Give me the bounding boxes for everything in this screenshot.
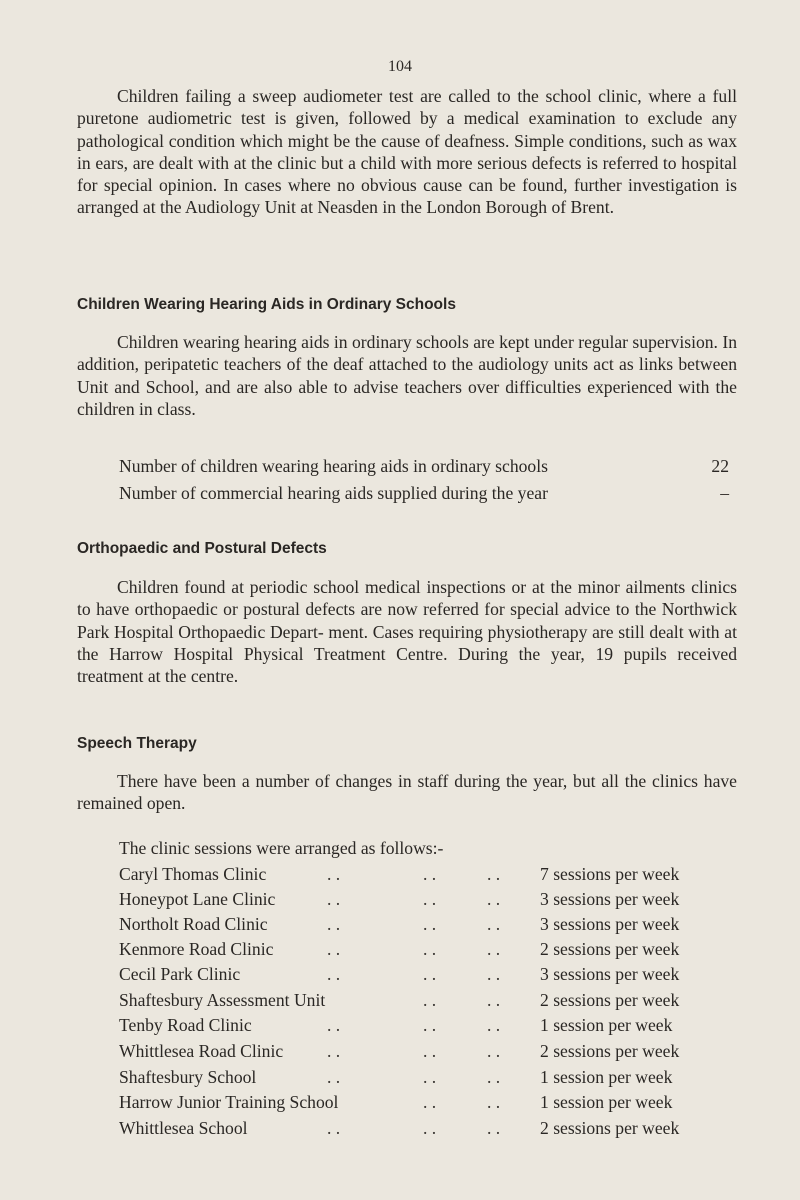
sessions-count: 3 sessions per week — [540, 964, 680, 984]
clinic-name: Kenmore Road Clinic — [119, 939, 274, 959]
sessions-count: 2 sessions per week — [540, 990, 680, 1010]
hearing-aids-heading: Children Wearing Hearing Aids in Ordinary Schools — [77, 296, 456, 313]
speech-therapy-paragraph — [77, 770, 737, 815]
clinic-name: Northolt Road Clinic — [119, 914, 268, 934]
session-row: Whittlesea School . . . . . . 2 sessions per week — [119, 1118, 680, 1138]
hearing-aids-paragraph — [77, 331, 737, 420]
clinic-name: Shaftesbury School — [119, 1067, 257, 1087]
stat-value: 22 — [711, 456, 729, 476]
session-row: Cecil Park Clinic . . . . . . 3 sessions per week — [119, 964, 680, 984]
session-row: Northolt Road Clinic . . . . . . 3 sessions per week — [119, 914, 680, 934]
clinic-name: Shaftesbury Assessment Unit — [119, 990, 326, 1010]
sessions-count: 1 session per week — [540, 1092, 673, 1112]
orthopaedic-paragraph — [77, 576, 737, 687]
clinic-name: Harrow Junior Training School — [119, 1092, 339, 1112]
session-row: Harrow Junior Training School . . . . 1 session per week — [119, 1092, 673, 1112]
stat-row-commercial-hearing-aids — [119, 482, 729, 504]
session-row: Tenby Road Clinic . . . . . . 1 session per week — [119, 1015, 673, 1035]
orthopaedic-paragraph-text: Children found at periodic school medical inspections or at the minor ailments clinics to have orthopaedic or postural defects are now referred for special advice to the Northwick Park Hospital Orthopaedic Depart- ment. Cases requiring physiotherapy are still dealt with at the Harrow Hospital Physical Treatment Centre. During the year, 19 pupils received treatment at the centre. — [77, 577, 737, 687]
stat-label: Number of children wearing hearing aids in ordinary schools — [119, 456, 548, 476]
sessions-count: 1 session per week — [540, 1015, 673, 1035]
sessions-count: 1 session per week — [540, 1067, 673, 1087]
session-row: Shaftesbury School . . . . . . 1 session per week — [119, 1067, 673, 1087]
sessions-count: 3 sessions per week — [540, 914, 680, 934]
intro-paragraph — [77, 85, 737, 219]
intro-paragraph-text: Children failing a sweep audiometer test are called to the school clinic, where a full puretone audiometric test is given, followed by a medical examination to exclude any pathological condition which might be the cause of deafness. Simple conditions, such as wax in ears, are dealt with at the clinic but a child with more serious defects is referred to hospital for special opinion. In cases where no obvious cause can be found, further investigation is arranged at the Audiology Unit at Neasden in the London Borough of Brent. — [77, 86, 737, 218]
clinic-name: Whittlesea Road Clinic — [119, 1041, 284, 1061]
sessions-count: 2 sessions per week — [540, 939, 680, 959]
sessions-intro: The clinic sessions were arranged as follows:- — [119, 838, 444, 858]
speech-therapy-heading: Speech Therapy — [77, 735, 197, 752]
sessions-count: 7 sessions per week — [540, 864, 680, 884]
stat-value: – — [720, 483, 729, 503]
clinic-name: Cecil Park Clinic — [119, 964, 241, 984]
session-row: Whittlesea Road Clinic . . . . . . 2 sessions per week — [119, 1041, 680, 1061]
speech-therapy-paragraph-text: There have been a number of changes in staff during the year, but all the clinics have remained open. — [77, 771, 737, 814]
hearing-aids-paragraph-text: Children wearing hearing aids in ordinary schools are kept under regular supervision. In addition, peripatetic teachers of the deaf attached to the audiology units act as links between Unit and School, and are also able to advise teachers over difficulties experienced with the children in class. — [77, 332, 737, 419]
page-number: 104 — [388, 58, 412, 75]
stat-label: Number of commercial hearing aids supplied during the year — [119, 483, 548, 503]
sessions-count: 3 sessions per week — [540, 889, 680, 909]
clinic-name: Tenby Road Clinic — [119, 1015, 252, 1035]
session-row: Shaftesbury Assessment Unit . . . . 2 sessions per week — [119, 990, 680, 1010]
session-row: Honeypot Lane Clinic . . . . . . 3 sessions per week — [119, 889, 680, 909]
stat-row-children-hearing-aids — [119, 455, 729, 477]
orthopaedic-heading: Orthopaedic and Postural Defects — [77, 540, 327, 557]
clinic-name: Whittlesea School — [119, 1118, 248, 1138]
clinic-name: Caryl Thomas Clinic — [119, 864, 267, 884]
clinic-name: Honeypot Lane Clinic — [119, 889, 276, 909]
sessions-count: 2 sessions per week — [540, 1041, 680, 1061]
session-row: Caryl Thomas Clinic . . . . . . 7 sessions per week — [119, 864, 680, 884]
sessions-count: 2 sessions per week — [540, 1118, 680, 1138]
session-row: Kenmore Road Clinic . . . . . . 2 sessions per week — [119, 939, 680, 959]
